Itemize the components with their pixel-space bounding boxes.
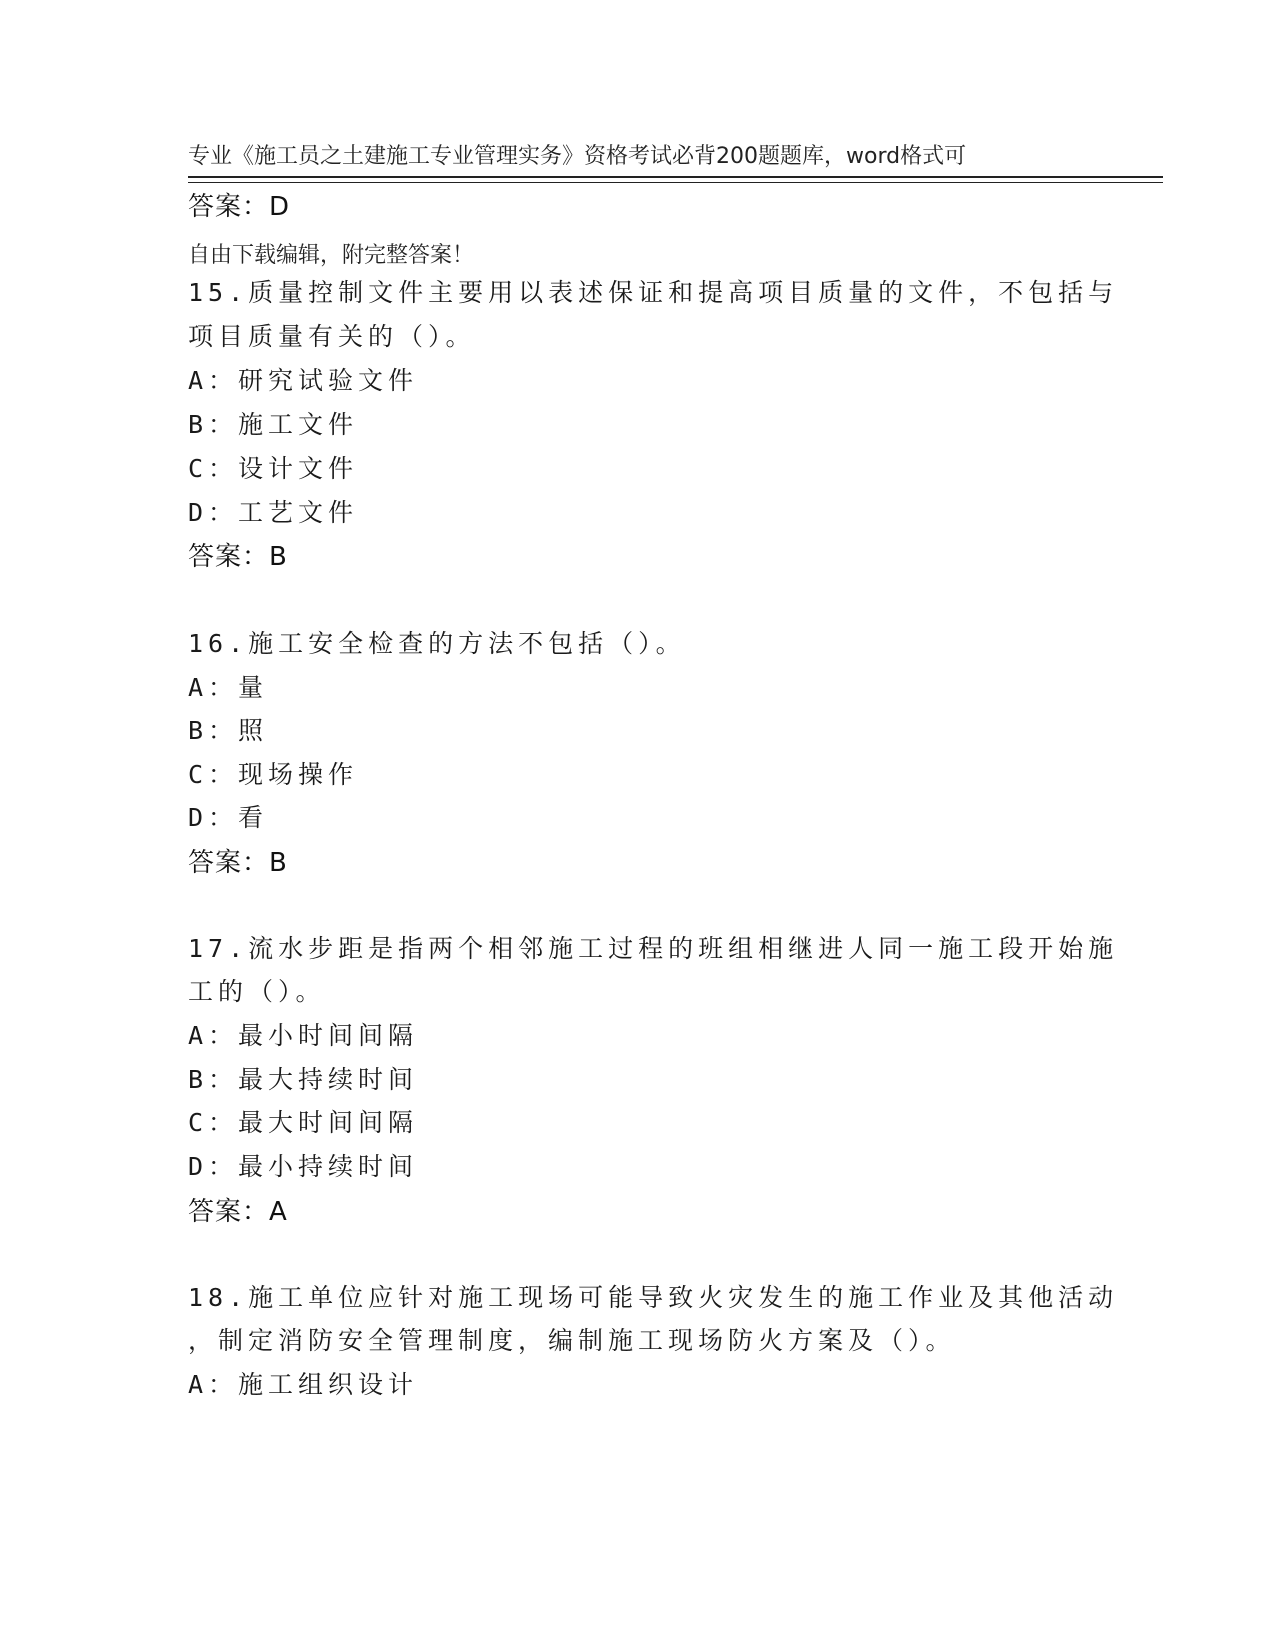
question-18-option-a: A：施工组织设计 — [188, 1370, 419, 1399]
header-line-1: 专业《施工员之土建施工专业管理实务》资格考试必背200题题库，word格式可 — [188, 144, 967, 169]
question-17-stem-line-1: 17.流水步距是指两个相邻施工过程的班组相继进人同一施工段开始施 — [188, 934, 1119, 963]
header-line-2: 自由下载编辑，附完整答案！ — [188, 243, 475, 268]
answer-14: 答案：D — [188, 192, 291, 222]
answer-16: 答案：B — [188, 848, 288, 878]
question-16-option-a: A：量 — [188, 673, 269, 702]
question-15-option-a: A：研究试验文件 — [188, 366, 419, 395]
question-16-option-d: D：看 — [188, 803, 269, 832]
question-17-option-c: C：最大时间间隔 — [188, 1108, 419, 1137]
question-16-option-c: C：现场操作 — [188, 760, 359, 789]
answer-15: 答案：B — [188, 542, 288, 572]
question-18-stem-line-2: ，制定消防安全管理制度，编制施工现场防火方案及（）。 — [188, 1326, 956, 1355]
answer-17: 答案：A — [188, 1197, 288, 1227]
question-16-option-b: B：照 — [188, 716, 269, 745]
question-17-option-b: B：最大持续时间 — [188, 1065, 419, 1094]
header-divider — [188, 176, 1163, 178]
question-18-stem-line-1: 18.施工单位应针对施工现场可能导致火灾发生的施工作业及其他活动 — [188, 1283, 1119, 1312]
question-15-stem-line-2: 项目质量有关的（）。 — [188, 322, 476, 351]
question-17-stem-line-2: 工的（）。 — [188, 977, 326, 1006]
question-15-option-c: C：设计文件 — [188, 454, 359, 483]
question-15-stem-line-1: 15.质量控制文件主要用以表述保证和提高项目质量的文件，不包括与 — [188, 278, 1119, 307]
question-15-option-b: B：施工文件 — [188, 410, 359, 439]
question-16-stem-line-1: 16.施工安全检查的方法不包括（）。 — [188, 629, 686, 658]
question-17-option-a: A：最小时间间隔 — [188, 1021, 419, 1050]
header-divider-thin — [188, 182, 1163, 183]
question-17-option-d: D：最小持续时间 — [188, 1152, 419, 1181]
question-15-option-d: D：工艺文件 — [188, 498, 359, 527]
